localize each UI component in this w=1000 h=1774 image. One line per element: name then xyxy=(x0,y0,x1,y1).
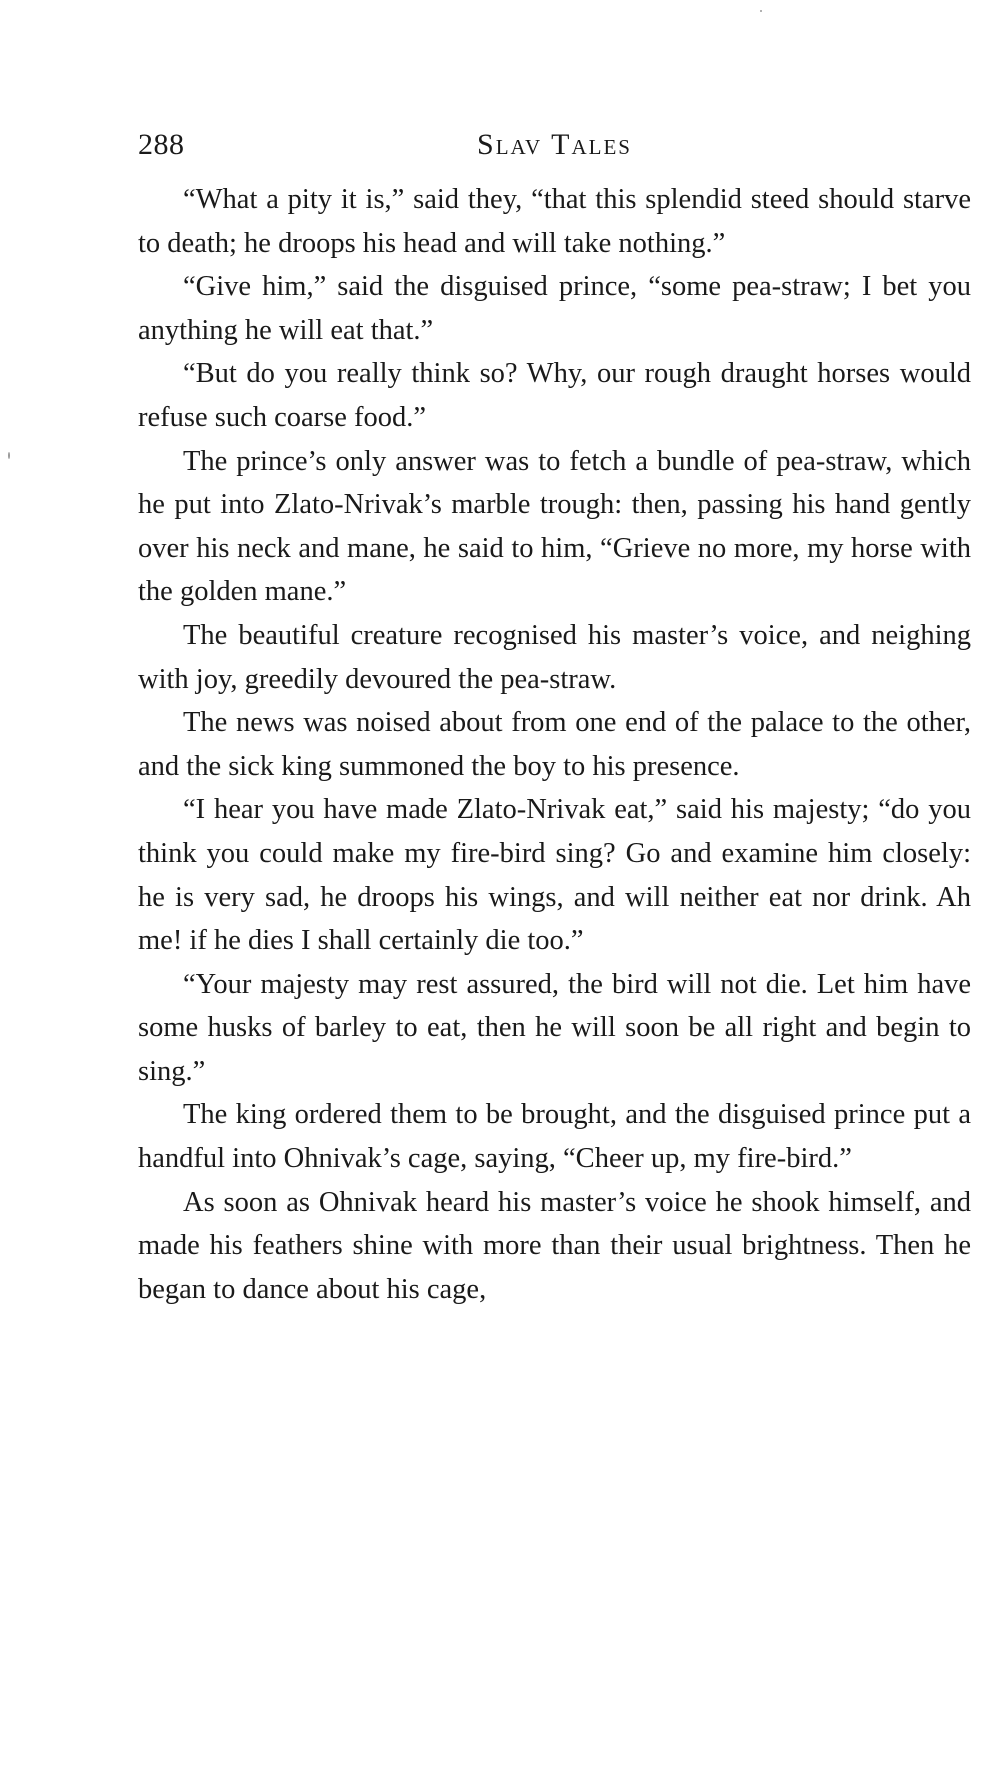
book-page xyxy=(138,128,971,1311)
paragraph: The news was noised about from one end of the palace to the other, and the sick king summoned the boy to his presence. xyxy=(138,707,971,782)
paragraph: As soon as Ohnivak heard his master’s voice he shook himself, and made his feathers shine with more than their usual brightness. Then he began to dance about his cage, xyxy=(138,1186,971,1305)
paragraph: The king ordered them to be brought, and the disguised prince put a handful into Ohnivak’s cage, saying, “Cheer up, my fire-bird.” xyxy=(138,1099,971,1175)
running-head xyxy=(138,128,971,172)
paragraph: “I hear you have made Zlato-Nrivak eat,” said his majesty; “do you think you could make my fire-bird sing? Go and examine him closely: he is very sad, he droops his wings, and will neither eat nor drink. Ah me! if he dies I shall certainly die too.” xyxy=(138,794,971,957)
paragraph: “Give him,” said the disguised prince, “some pea-straw; I bet you anything he will eat that.” xyxy=(138,271,971,346)
paragraph: “But do you really think so? Why, our rough draught horses would refuse such coarse food.” xyxy=(138,358,971,433)
scan-speck xyxy=(760,10,762,12)
paragraph: The prince’s only answer was to fetch a bundle of pea-straw, which he put into Zlato-Nrivak’s marble trough: then, passing his hand gently over his neck and mane, he said to him, “Grieve no more, my horse with the golden mane.” xyxy=(138,445,971,608)
paragraph: “Your majesty may rest assured, the bird will not die. Let him have some husks of barley to eat, then he will soon be all right and begin to sing.” xyxy=(138,968,971,1087)
paragraph: The beautiful creature recognised his master’s voice, and neighing with joy, greedily devoured the pea-straw. xyxy=(138,619,971,695)
page-number: 288 xyxy=(138,128,185,161)
body-text xyxy=(138,178,971,1311)
running-title: Slav Tales xyxy=(477,128,632,161)
scan-speck xyxy=(8,452,10,459)
paragraph: “What a pity it is,” said they, “that this splendid steed should starve to death; he droops his head and will take nothing.” xyxy=(138,184,971,259)
